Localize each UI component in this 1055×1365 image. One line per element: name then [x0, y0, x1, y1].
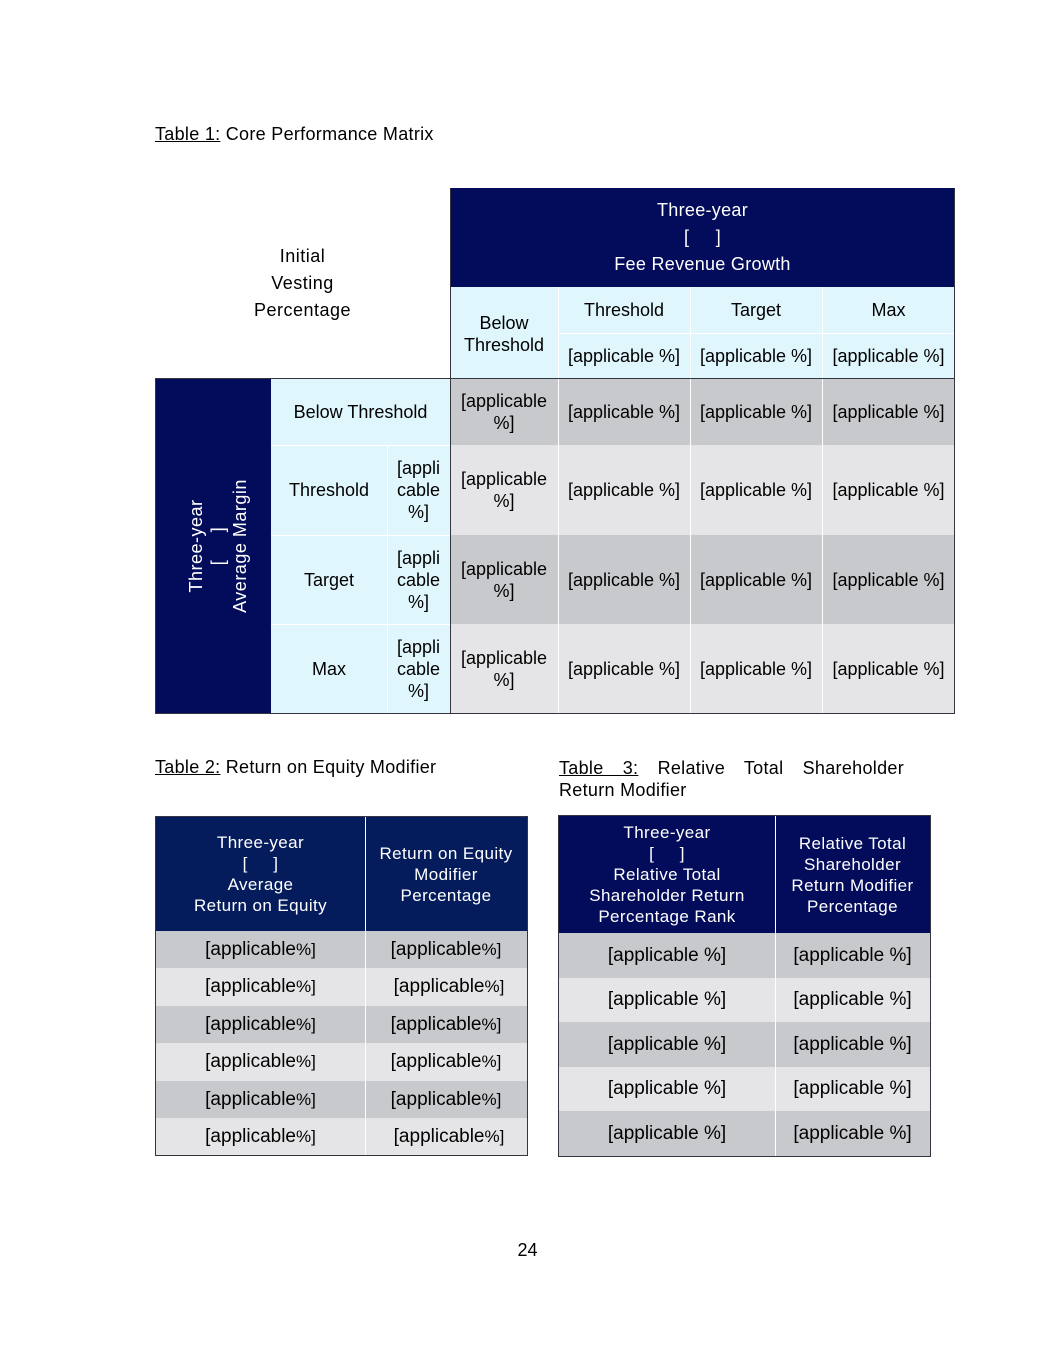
- col-level-target: Target: [690, 287, 822, 333]
- t3-r2-left: [applicable %]: [607, 989, 727, 1010]
- corner-line-3: Percentage: [253, 299, 352, 320]
- cell-r4-c4: [applicable %]: [822, 624, 955, 714]
- cell-r1-c1: [applicable %]: [450, 378, 558, 445]
- row-value-threshold: [appli cable %]: [387, 445, 450, 535]
- table3-header-right: [775, 816, 930, 933]
- cell-r1-c2: [applicable %]: [558, 378, 690, 445]
- t2-cell-suffix: %]: [296, 1126, 316, 1146]
- col-header-line-1: Three-year: [656, 200, 749, 220]
- t2-hr-2: Modifier: [414, 864, 478, 884]
- t3-hl-4: Shareholder Return: [589, 886, 745, 905]
- cell-r3-c3: [applicable %]: [690, 535, 822, 624]
- t2-cell-prefix: [applicable: [205, 1125, 296, 1147]
- t2-hl-2: [ ]: [242, 854, 279, 873]
- t2-cell-prefix: [applicable: [390, 1013, 482, 1035]
- cell-r2-c1: [applicable %]: [450, 445, 558, 535]
- t3-r5-right: [applicable %]: [793, 1122, 912, 1144]
- t2-hr-3: Percentage: [400, 885, 492, 905]
- cell-r2-c4: [applicable %]: [822, 445, 955, 535]
- col-header-line-2: [ ]: [683, 227, 722, 247]
- cell-r2-c3: [applicable %]: [690, 445, 822, 535]
- t2-r5-right: [365, 1081, 527, 1118]
- t2-r4-right: [365, 1043, 527, 1081]
- table2: [155, 816, 528, 1156]
- t3-hl-5: Percentage Rank: [598, 907, 736, 926]
- cell-r1-c4: [applicable %]: [822, 378, 955, 445]
- table1-caption: [155, 124, 434, 145]
- t2-cell-prefix: [applicable: [390, 1051, 482, 1072]
- table3-body: [559, 933, 930, 1156]
- table1: [155, 188, 955, 714]
- t3-r5-left: [applicable %]: [607, 1122, 727, 1144]
- t2-hl-1: Three-year: [216, 833, 305, 852]
- t2-cell-suffix: %]: [296, 1089, 316, 1109]
- t2-cell-prefix: [applicable: [390, 1088, 482, 1110]
- row-header-line-1: Three-year: [186, 499, 206, 593]
- row-level-below-threshold: Below Threshold: [271, 378, 450, 445]
- cell-r1-c3: [applicable %]: [690, 378, 822, 445]
- t3-hr-3: Return Modifier: [791, 875, 914, 895]
- t2-cell-prefix: [applicable: [205, 1051, 296, 1072]
- t2-cell-prefix: [applicable: [393, 1125, 485, 1147]
- table3-caption-text: Relative Total Shareholder Return Modifier: [559, 758, 904, 800]
- table2-body: [156, 931, 527, 1155]
- col-level-below-threshold-label: Below Threshold: [463, 312, 545, 355]
- t3-r4-right: [applicable %]: [793, 1078, 912, 1099]
- corner-line-2: Vesting: [271, 272, 334, 293]
- col-value-target: [applicable %]: [690, 333, 822, 378]
- t2-cell-suffix: %]: [296, 939, 316, 959]
- t2-cell-prefix: [applicable: [393, 976, 485, 997]
- t2-cell-suffix: %]: [481, 1089, 502, 1109]
- cell-r3-c1: [applicable %]: [450, 535, 558, 624]
- table3-caption-label: Table 3:: [559, 758, 639, 778]
- t2-r5-left: [156, 1081, 365, 1118]
- t3-hr-1: Relative Total: [798, 833, 907, 853]
- table1-caption-text: Core Performance Matrix: [220, 124, 434, 144]
- corner-line-1: Initial: [279, 245, 326, 266]
- col-value-threshold: [applicable %]: [558, 333, 690, 378]
- t2-r6-right: [368, 1118, 528, 1155]
- t2-cell-prefix: [applicable: [205, 938, 296, 960]
- t2-r2-left: [156, 968, 365, 1006]
- t2-cell-prefix: [applicable: [390, 938, 482, 960]
- t2-r1-left: [156, 931, 365, 968]
- col-level-max: Max: [822, 287, 955, 333]
- col-header-line-3: Fee Revenue Growth: [614, 254, 791, 274]
- cell-r4-c2: [applicable %]: [558, 624, 690, 714]
- table1-row-header: [155, 378, 271, 714]
- table3-caption: [559, 757, 904, 801]
- row-header-line-3: Average Margin: [230, 479, 250, 613]
- table2-header-right: [365, 817, 527, 931]
- row-level-target: Target: [271, 535, 387, 624]
- table2-caption-label: Table 2:: [155, 757, 221, 777]
- col-value-max: [applicable %]: [822, 333, 955, 378]
- t2-r3-right: [365, 1006, 527, 1043]
- row-level-threshold: Threshold: [271, 445, 387, 535]
- cell-r4-c1: [applicable %]: [450, 624, 558, 714]
- t2-cell-suffix: %]: [481, 1014, 502, 1034]
- t2-hr-1: Return on Equity: [379, 843, 513, 863]
- page-number: 24: [517, 1240, 538, 1260]
- table3-header-left: [559, 816, 775, 933]
- cell-r2-c2: [applicable %]: [558, 445, 690, 535]
- table1-corner-label: [155, 188, 450, 378]
- t3-hr-2: Shareholder: [803, 854, 902, 874]
- t3-r3-right: [applicable %]: [793, 1033, 912, 1055]
- cell-r3-c2: [applicable %]: [558, 535, 690, 624]
- table2-header-left: [156, 817, 365, 931]
- table1-caption-label: Table 1:: [155, 124, 221, 144]
- t3-r3-left: [applicable %]: [607, 1033, 727, 1055]
- row-header-line-2: [ ]: [208, 526, 228, 566]
- t2-r2-right: [368, 968, 528, 1006]
- t3-r1-left: [applicable %]: [607, 944, 727, 966]
- t2-r6-left: [156, 1118, 365, 1155]
- t2-cell-prefix: [applicable: [205, 976, 296, 997]
- t2-cell-suffix: %]: [484, 977, 505, 996]
- t2-cell-suffix: %]: [296, 1014, 316, 1034]
- t2-cell-suffix: %]: [296, 977, 316, 996]
- row-value-target: [appli cable %]: [387, 535, 450, 624]
- cell-r3-c4: [applicable %]: [822, 535, 955, 624]
- t3-hl-2: [ ]: [649, 844, 685, 863]
- table2-caption-text: Return on Equity Modifier: [220, 757, 437, 777]
- t2-hl-4: Return on Equity: [193, 896, 328, 915]
- t3-r2-right: [applicable %]: [793, 989, 912, 1010]
- table3: [558, 815, 931, 1157]
- row-value-max: [appli cable %]: [387, 624, 450, 714]
- t2-cell-suffix: %]: [296, 1052, 316, 1071]
- t2-cell-suffix: %]: [484, 1126, 505, 1146]
- t3-r4-left: [applicable %]: [607, 1078, 727, 1099]
- t2-cell-prefix: [applicable: [205, 1013, 296, 1035]
- t2-r3-left: [156, 1006, 365, 1043]
- table1-column-header: [450, 188, 955, 287]
- t2-cell-prefix: [applicable: [205, 1088, 296, 1110]
- cell-r4-c3: [applicable %]: [690, 624, 822, 714]
- t3-hl-3: Relative Total: [613, 865, 721, 884]
- t2-cell-suffix: %]: [481, 939, 502, 959]
- t3-r1-right: [applicable %]: [793, 944, 912, 966]
- row-level-max: Max: [271, 624, 387, 714]
- t3-hr-4: Percentage: [807, 896, 898, 916]
- t2-cell-suffix: %]: [481, 1052, 502, 1071]
- t2-hl-3: Average: [227, 875, 294, 894]
- t2-r4-left: [156, 1043, 365, 1081]
- table2-caption: [155, 757, 436, 778]
- t3-hl-1: Three-year: [623, 823, 711, 842]
- t2-r1-right: [365, 931, 527, 968]
- col-level-below-threshold: [450, 287, 558, 378]
- col-level-threshold: Threshold: [558, 287, 690, 333]
